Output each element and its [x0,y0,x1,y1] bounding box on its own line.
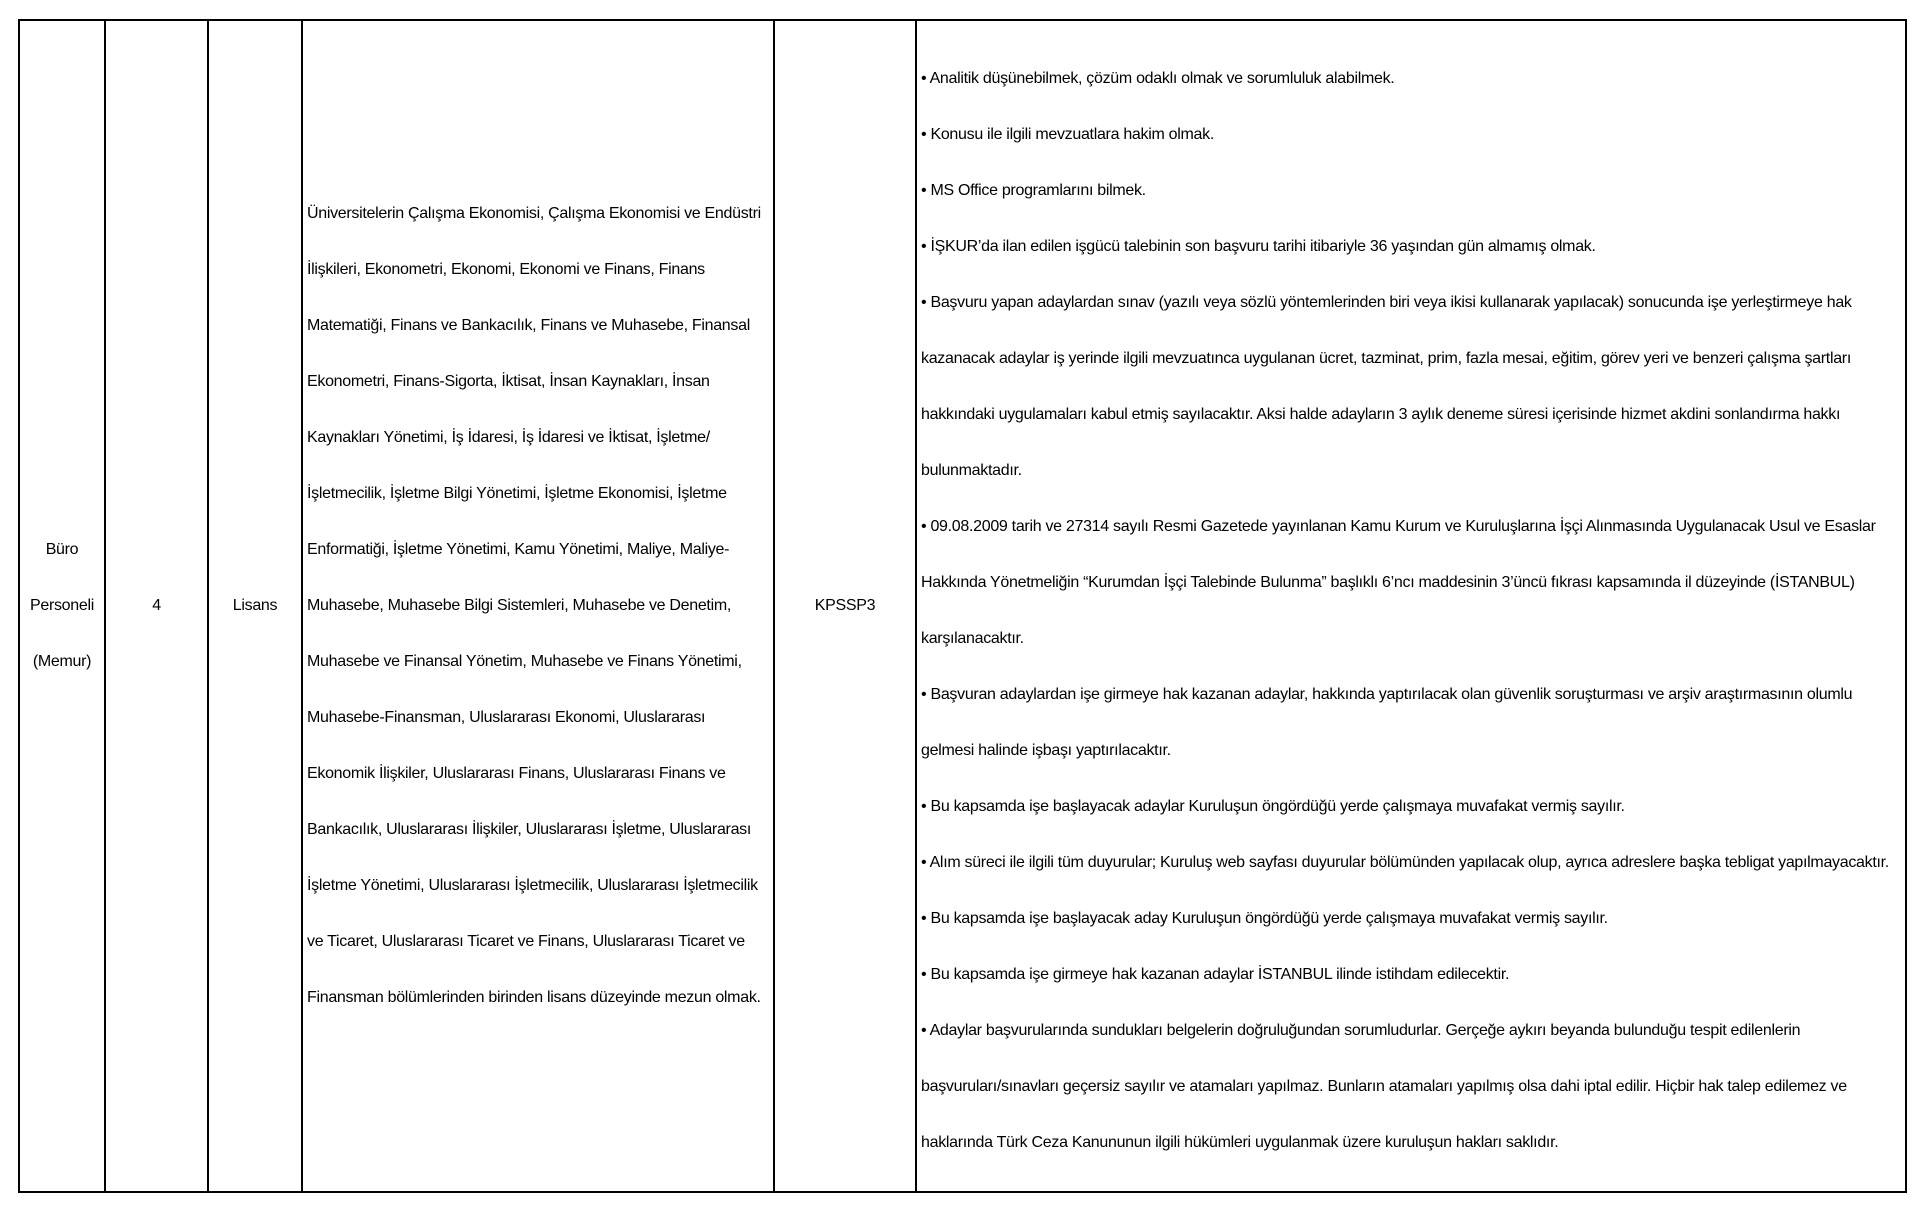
table-row [19,20,1906,1192]
position-line-3: (Memur) [32,653,92,670]
requirement-item: • Analitik düşünebilmek, çözüm odaklı olmak ve sorumluluk alabilmek. [921,70,1395,87]
requirement-item: • Başvuran adaylardan işe girmeye hak kazanan adaylar, hakkında yaptırılacak olan güvenlik soruşturması ve arşiv araştırmasının olumlu gelmesi halinde işbaşı yaptırılacaktır. [921,686,1853,759]
position-cell [19,20,105,1192]
requirement-item: • MS Office programlarını bilmek. [921,182,1146,199]
requirement-item: • Konusu ile ilgili mevzuatlara hakim olmak. [921,126,1214,143]
departments-cell: Üniversitelerin Çalışma Ekonomisi, Çalışma Ekonomisi ve Endüstri İlişkileri, Ekonometri, Ekonomi, Ekonomi ve Finans, Finans Matematiği, Finans ve Bankacılık, Finans ve Muhasebe, Finansal Ekonometri, Finans-Sigorta, İktisat, İnsan Kaynakları, İnsan Kaynakları Yönetimi, İş İdaresi, İş İdaresi ve İktisat, İşletme/İşletmecilik, İşletme Bilgi Yönetimi, İşletme Ekonomisi, İşletme Enformatiği, İşletme Yönetimi, Kamu Yönetimi, Maliye, Maliye-Muhasebe, Muhasebe Bilgi Sistemleri, Muhasebe ve Denetim, Muhasebe ve Finansal Yönetim, Muhasebe ve Finans Yönetimi, Muhasebe-Finansman, Uluslararası Ekonomi, Uluslararası Ekonomik İlişkiler, Uluslararası Finans, Uluslararası Finans ve Bankacılık, Uluslararası İlişkiler, Uluslararası İşletme, Uluslararası İşletme Yönetimi, Uluslararası İşletmecilik, Uluslararası İşletmecilik ve Ticaret, Uluslararası Ticaret ve Finans, Uluslararası Ticaret ve Finansman bölümlerinden birinden lisans düzeyinde mezun olmak. [302,20,774,1192]
requirements-cell [916,20,1906,1192]
requirement-item: • Bu kapsamda işe girmeye hak kazanan adaylar İSTANBUL ilinde istihdam edilecektir. [921,966,1510,983]
requirement-item: • İŞKUR’da ilan edilen işgücü talebinin son başvuru tarihi itibariyle 36 yaşından gün almamış olmak. [921,238,1596,255]
requirement-item: • Başvuru yapan adaylardan sınav (yazılı veya sözlü yöntemlerinden biri veya ikisi kullanarak yapılacak) sonucunda işe yerleştirmeye hak kazanacak adaylar iş yerinde ilgili mevzuatınca uygulanan ücret, tazminat, prim, fazla mesai, eğitim, görev yeri ve benzeri çalışma şartları hakkındaki uygulamaları kabul etmiş sayılacaktır. Aksi halde adayların 3 aylık deneme süresi içerisinde hizmet akdini sonlandırma hakkı bulunmaktadır. [921,294,1852,479]
requirement-item: • Adaylar başvurularında sundukları belgelerin doğruluğundan sorumludurlar. Gerçeğe aykırı beyanda bulunduğu tespit edilenlerin başvuruları/sınavları geçersiz sayılır ve atamaları yapılmaz. Bunların atamaları yapılmış olsa dahi iptal edilir. Hiçbir hak talep edilemez ve haklarında Türk Ceza Kanununun ilgili hükümleri uygulanmak üzere kuruluşun hakları saklıdır. [921,1022,1847,1151]
requirement-item: • 09.08.2009 tarih ve 27314 sayılı Resmi Gazetede yayınlanan Kamu Kurum ve Kuruluşlarına İşçi Alınmasında Uygulanacak Usul ve Esaslar Hakkında Yönetmeliğin “Kurumdan İşçi Talebinde Bulunma” başlıklı 6’ncı maddesinin 3’üncü fıkrası kapsamında il düzeyinde (İSTANBUL) karşılanacaktır. [921,518,1876,647]
position-line-2: Personeli [29,597,94,614]
requirement-item: • Alım süreci ile ilgili tüm duyurular; Kuruluş web sayfası duyurular bölümünden yapılacak olup, ayrıca adreslere başka tebligat yapılmayacaktır. [921,854,1889,871]
job-requirements-table [18,19,1907,1193]
count-cell: 4 [105,20,208,1192]
requirement-item: • Bu kapsamda işe başlayacak aday Kuruluşun öngördüğü yerde çalışmaya muvafakat vermiş sayılır. [921,910,1608,927]
position-line-1: Büro [45,541,79,558]
requirement-item: • Bu kapsamda işe başlayacak adaylar Kuruluşun öngördüğü yerde çalışmaya muvafakat vermiş sayılır. [921,798,1625,815]
exam-cell: KPSSP3 [774,20,916,1192]
education-cell: Lisans [208,20,302,1192]
